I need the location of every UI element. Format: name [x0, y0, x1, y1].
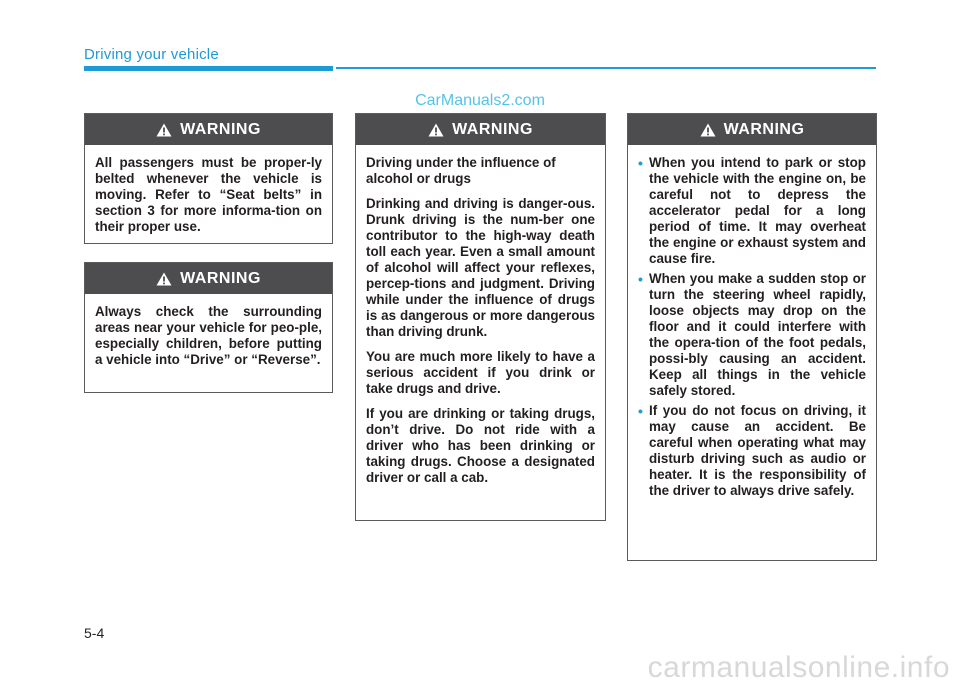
warning-paragraph: Drinking and driving is danger-ous. Drunk driving is the num-ber one contributor to the high-way death toll each year. Even a small amount of alcohol will affect your reflexes, percep-tions and judgment. Driving while under the influence of drugs is as dangerous or more dangerous than driving drunk. [366, 196, 595, 339]
warning-header [85, 263, 332, 294]
warning-body [356, 145, 605, 496]
list-item [638, 155, 866, 267]
bullet-icon: • [638, 155, 643, 171]
warning-paragraph: If you are drinking or taking drugs, don’t drive. Do not ride with a driver who has been drinking or taking drugs. Choose a designated driver or call a cab. [366, 406, 595, 485]
warning-paragraph: All passengers must be proper-ly belted whenever the vehicle is moving. Refer to “Seat belts” in section 3 for more informa-tion on their proper use. [95, 155, 322, 234]
warning-body [85, 294, 332, 378]
footer-site-mark: carmanualsonline.info [647, 651, 950, 684]
warning-box-driving-safety [627, 113, 877, 561]
list-item [638, 271, 866, 399]
warning-paragraph: Always check the surrounding areas near your vehicle for peo-ple, especially children, before putting a vehicle into “Drive” or “Reverse”. [95, 304, 322, 367]
warning-bullet-list [638, 155, 866, 499]
page-number: 5-4 [84, 625, 105, 641]
list-item [638, 403, 866, 499]
warning-title: WARNING [723, 120, 805, 138]
warning-title: WARNING [180, 269, 261, 287]
warning-triangle-icon [156, 123, 172, 137]
warning-paragraph: You are much more likely to have a serious accident if you drink or take drugs and drive. [366, 349, 595, 396]
warning-body [85, 145, 332, 245]
warning-triangle-icon [700, 123, 716, 137]
warning-header [628, 114, 876, 145]
bullet-text: When you make a sudden stop or turn the steering wheel rapidly, loose objects may drop on the floor and it could interfere with the opera-tion of the foot pedals, possi-bly causing an accident. Keep all things in the vehicle safely stored. [649, 271, 866, 398]
bullet-text: If you do not focus on driving, it may cause an accident. Be careful when operating what may disturb driving such as audio or heater. It is the responsibility of the driver to always drive safely. [649, 403, 866, 498]
section-title: Driving your vehicle [84, 46, 219, 63]
warning-box-surroundings [84, 262, 333, 393]
bullet-icon: • [638, 271, 643, 287]
warning-subheading: Driving under the influence of alcohol or drugs [366, 155, 556, 186]
header-rule-thin [336, 67, 876, 69]
warning-body [628, 145, 876, 509]
bullet-text: When you intend to park or stop the vehicle with the engine on, be careful not to depress the accelerator pedal for a long period of time. It may overheat the engine or exhaust system and cause fire. [649, 155, 866, 266]
warning-triangle-icon [156, 272, 172, 286]
warning-header [85, 114, 332, 145]
header-rule-thick [84, 66, 333, 71]
watermark-text: CarManuals2.com [415, 92, 545, 109]
bullet-icon: • [638, 403, 643, 419]
warning-box-drunk-driving [355, 113, 606, 521]
warning-box-seat-belts [84, 113, 333, 244]
warning-header [356, 114, 605, 145]
warning-triangle-icon [428, 123, 444, 137]
warning-title: WARNING [452, 120, 533, 138]
warning-title: WARNING [180, 120, 261, 138]
